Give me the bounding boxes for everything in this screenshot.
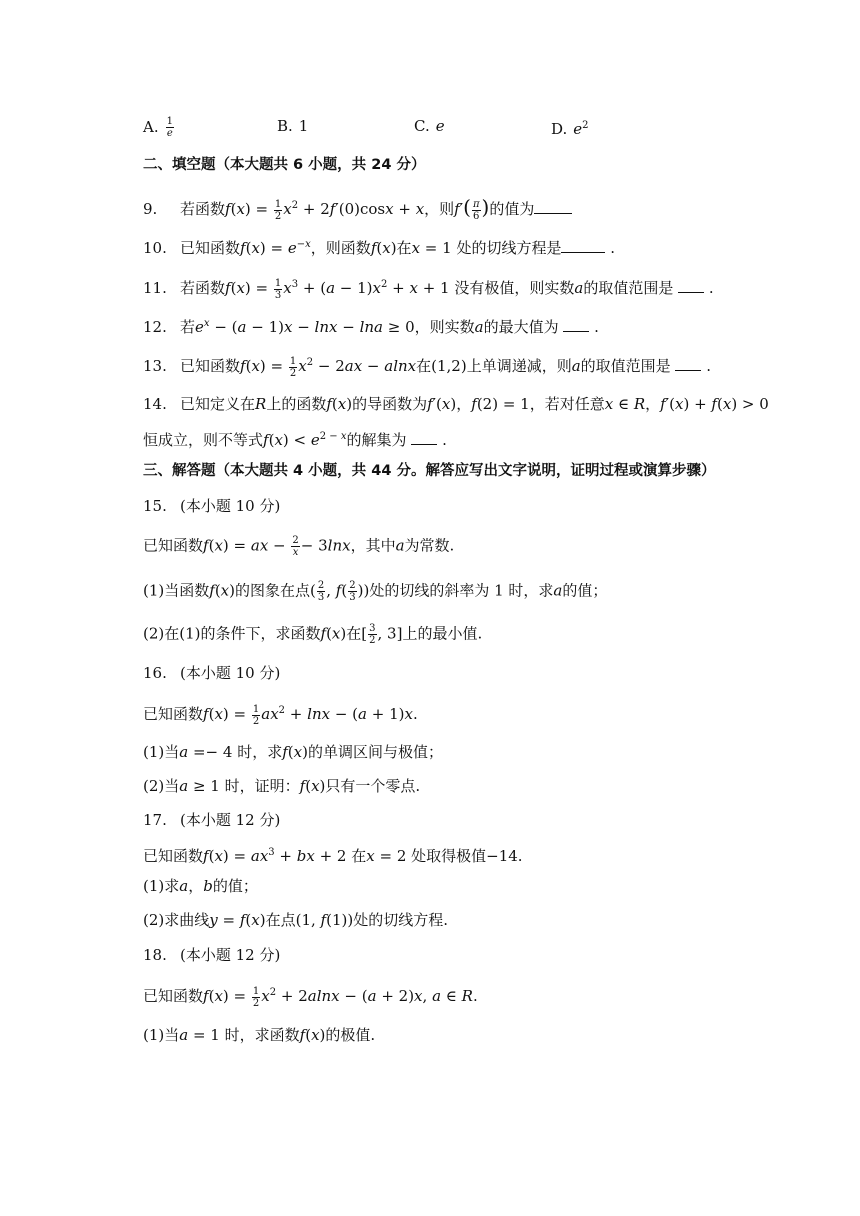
section3-header: 三、解答题（本大题共 4 小题，共 44 分。解答应写出文字说明，证明过程或演算步骤） bbox=[143, 463, 716, 479]
q18-stem-a: 已知函数 bbox=[143, 987, 204, 1005]
question-18-points: (本小题 12 分) bbox=[180, 946, 281, 964]
q9-text-b: ，则 bbox=[424, 200, 455, 218]
option-d-text: e bbox=[573, 120, 583, 138]
option-c bbox=[414, 116, 445, 136]
question-16-part2: (2)当a ≥ 1 时，证明：f(x)只有一个零点. bbox=[143, 777, 421, 795]
q15-p1-a: (1)当函数 bbox=[143, 581, 210, 600]
q18-p1-b: 时，求函数 bbox=[224, 1026, 300, 1044]
question-16-part1: (1)当a =− 4 时，求f(x)的单调区间与极值； bbox=[143, 743, 443, 761]
q16-p2-a: (2)当 bbox=[143, 777, 180, 795]
question-17-points: (本小题 12 分) bbox=[180, 811, 281, 829]
answer-blank[interactable] bbox=[534, 199, 572, 214]
question-11-number: 11. bbox=[143, 279, 167, 297]
option-a bbox=[143, 116, 175, 139]
q15-p2-b: 在 bbox=[346, 624, 362, 643]
q17-stem-b: 在 bbox=[351, 847, 367, 865]
one-over-e-fraction: $\frac{1}{e}$ bbox=[166, 116, 173, 139]
question-11: 11. 若函数f(x) = $\frac{1}{3}$ $x^3 + (a - 1)x^2 + x + 1$ 没有极值，则实数a的取值范围是 . bbox=[143, 277, 714, 301]
q12-text-c: 的最大值为 bbox=[483, 318, 559, 336]
q9-text-c: 的值为 bbox=[489, 200, 535, 218]
q11-text-a: 若函数 bbox=[180, 279, 226, 297]
option-b-label: B. bbox=[277, 117, 293, 135]
q13-text-c: 的取值范围是 bbox=[580, 357, 671, 375]
q16-stem-a: 已知函数 bbox=[143, 705, 204, 723]
question-14-number: 14. bbox=[143, 395, 167, 413]
q16-p1-a: (1)当 bbox=[143, 743, 180, 761]
q15-stem-c: 为常数. bbox=[404, 536, 455, 555]
question-10-number: 10. bbox=[143, 239, 167, 257]
option-b-text: 1 bbox=[298, 117, 309, 135]
q15-p2-a: (2)在(1)的条件下，求函数 bbox=[143, 624, 321, 643]
q14-text-d: ，若对任意 bbox=[529, 395, 605, 413]
question-12-number: 12. bbox=[143, 318, 167, 336]
question-14-line2: 恒成立，则不等式$f(x) < e^{2 - x}$的解集为 . bbox=[143, 431, 447, 449]
q17-stem-c: 处取得极值−14. bbox=[411, 847, 523, 865]
question-15-part1: (1)当函数f(x)的图象在点( $\frac{2}{3}$ , f( $\frac{2}{3}$ ))处的切线的斜率为 1 时，求a的值； bbox=[143, 580, 608, 603]
option-c-label: C. bbox=[414, 117, 430, 135]
answer-blank[interactable] bbox=[563, 317, 589, 332]
question-17-stem: 已知函数$f(x) = ax^3$ + bx + 2 在x = 2 处取得极值−14. bbox=[143, 847, 523, 865]
question-12: 12. 若$e^x - (a - 1)x - \ln x - \ln a \ge 0$，则实数a的最大值为 . bbox=[143, 318, 599, 336]
answer-blank[interactable] bbox=[675, 356, 701, 371]
question-18-heading bbox=[143, 945, 280, 965]
option-c-text: e bbox=[435, 117, 445, 135]
q12-text-b: ，则实数 bbox=[414, 318, 475, 336]
question-16-number: 16. bbox=[143, 664, 167, 682]
question-16-points: (本小题 10 分) bbox=[180, 664, 281, 682]
q15-p1-d: 的值； bbox=[562, 581, 608, 600]
answer-blank[interactable] bbox=[678, 278, 704, 293]
question-15-stem: 已知函数f(x) = ax − $\frac{2}{x}$ − 3lnx，其中a为常数. bbox=[143, 535, 455, 558]
question-13: 13. 已知函数f(x) = $\frac{1}{2}$ $x^2 - 2ax - alnx$在(1,2)上单调递减，则a的取值范围是 . bbox=[143, 355, 711, 379]
question-10: 10. 已知函数$f(x) = e^{-x}$，则函数f(x)在x = 1 处的切线方程是 . bbox=[143, 239, 616, 257]
q11-text-b: 没有极值，则实数 bbox=[454, 279, 575, 297]
question-17-part2: (2)求曲线y = f(x)在点(1, f(1))处的切线方程. bbox=[143, 911, 448, 929]
question-18-part1: (1)当a = 1 时，求函数f(x)的极值. bbox=[143, 1026, 376, 1044]
q16-p1-b: 时，求 bbox=[237, 743, 283, 761]
question-15-heading bbox=[143, 496, 280, 516]
question-15-part2: (2)在(1)的条件下，求函数f(x)在[ $\frac{3}{2}$ , 3]上的最小值. bbox=[143, 623, 483, 646]
q16-p2-b: 时，证明： bbox=[224, 777, 300, 795]
q10-text-b: ，则函数 bbox=[310, 239, 371, 257]
q17-p2-b: 在点 bbox=[265, 911, 296, 929]
q17-p2-a: (2)求曲线 bbox=[143, 911, 210, 929]
q14-line2-b: 的解集为 bbox=[346, 431, 407, 449]
question-16-heading bbox=[143, 663, 280, 683]
q16-p1-c: 的单调区间与极值； bbox=[307, 743, 443, 761]
q18-p1-c: 的极值. bbox=[325, 1026, 376, 1044]
question-18-stem: 已知函数f(x) = $\frac{1}{2}$ $x^2 + 2alnx - (a + 2)x$, a ∈ R. bbox=[143, 985, 478, 1009]
question-18-number: 18. bbox=[143, 946, 167, 964]
question-15-number: 15. bbox=[143, 497, 167, 515]
answer-blank[interactable] bbox=[561, 238, 605, 253]
question-13-number: 13. bbox=[143, 357, 167, 375]
q10-text-c: 处的切线方程是 bbox=[456, 239, 562, 257]
q15-stem-a: 已知函数 bbox=[143, 536, 204, 555]
q17-p2-c: 处的切线方程. bbox=[353, 911, 448, 929]
section2-header: 二、填空题（本大题共 6 小题，共 24 分） bbox=[143, 157, 426, 173]
q9-text-a: 若函数 bbox=[180, 200, 226, 218]
q11-text-c: 的取值范围是 bbox=[583, 279, 674, 297]
question-15-points: (本小题 10 分) bbox=[180, 497, 281, 515]
question-14-line1: 14. 已知定义在R上的函数f(x)的导函数为f′(x)，f(2) = 1，若对任意x ∈ R，f′(x) + f(x) > 0 bbox=[143, 395, 769, 413]
q14-line2-a: 恒成立，则不等式 bbox=[143, 431, 264, 449]
question-9-number: 9. bbox=[143, 200, 158, 218]
answer-blank[interactable] bbox=[411, 430, 437, 445]
question-9: 9. 若函数f(x) = $\frac{1}{2}$ $x^2 + 2f'(0)\cos x + x$，则f′( $\frac{\pi}{6}$ )的值为 bbox=[143, 196, 572, 222]
q10-text-a: 已知函数 bbox=[180, 239, 241, 257]
option-d-label: D. bbox=[551, 120, 568, 138]
q15-p1-c: 处的切线的斜率为 1 时，求 bbox=[369, 581, 554, 600]
q12-text-a: 若 bbox=[180, 318, 196, 336]
question-17-number: 17. bbox=[143, 811, 167, 829]
question-16-stem: 已知函数f(x) = $\frac{1}{2}$ $ax^2 + \ln x - (a + 1)x$. bbox=[143, 703, 418, 727]
q15-p1-b: 的图象在点 bbox=[235, 581, 311, 600]
q17-p1-b: 的值； bbox=[212, 877, 258, 895]
q16-p2-c: 只有一个零点. bbox=[325, 777, 421, 795]
option-a-label: A. bbox=[143, 117, 159, 136]
option-d: D. $e^2$ bbox=[551, 120, 589, 138]
q13-text-a: 已知函数 bbox=[180, 357, 241, 375]
q14-text-c: 的导函数为 bbox=[352, 395, 428, 413]
q14-text-a: 已知定义在 bbox=[180, 395, 256, 413]
q17-p1-a: (1)求 bbox=[143, 877, 180, 895]
q15-p2-c: 上的最小值. bbox=[402, 624, 483, 643]
question-17-heading bbox=[143, 810, 280, 830]
q13-text-b: 在(1,2)上单调递减，则 bbox=[416, 357, 572, 375]
q17-stem-a: 已知函数 bbox=[143, 847, 204, 865]
q15-stem-b: ，其中 bbox=[350, 536, 396, 555]
option-b bbox=[277, 116, 308, 136]
q14-text-b: 上的函数 bbox=[266, 395, 327, 413]
q18-p1-a: (1)当 bbox=[143, 1026, 180, 1044]
question-17-part1: (1)求a，b的值； bbox=[143, 877, 258, 895]
